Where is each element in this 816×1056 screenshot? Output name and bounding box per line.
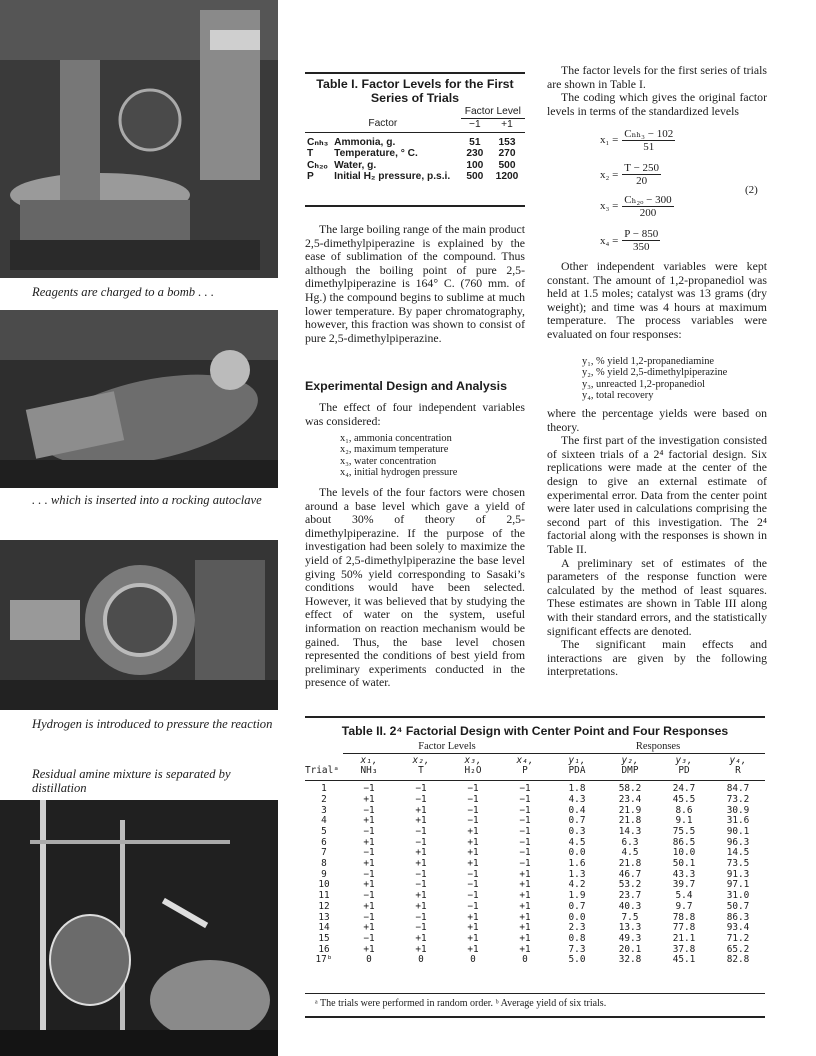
table2-cell: +1 <box>363 922 375 934</box>
table2-cell: 45.5 <box>672 793 696 805</box>
table2-cell: 7.3 <box>568 943 586 955</box>
table2-cell: +1 <box>363 815 375 827</box>
table2-col-name: NH₃ <box>343 766 395 780</box>
equation-fraction <box>622 228 660 253</box>
table2-cell: −1 <box>415 879 427 891</box>
equation-lhs: x₄ = <box>600 234 619 247</box>
table2-col-name: R <box>711 766 765 780</box>
table2-col-name: T <box>395 766 447 780</box>
table2-bottom-rule <box>305 1016 765 1018</box>
table1-cell-high: 500 <box>498 159 516 171</box>
table2-cell: 10.0 <box>672 847 696 859</box>
table2-cell: −1 <box>519 847 531 859</box>
table2-col-name: H₂O <box>447 766 499 780</box>
photo-reagents-bomb <box>0 0 278 278</box>
table2-cell: 8.6 <box>675 804 693 816</box>
response-item: y₁, % yield 1,2-propanediamine <box>582 356 715 367</box>
table2-cell: −1 <box>519 815 531 827</box>
table2-cell: 24.7 <box>672 783 696 795</box>
table2-cell: 4.3 <box>568 793 586 805</box>
table1-cell-symbol: Cₙₕ₃ <box>307 136 329 148</box>
table2-cell: 45.1 <box>672 954 696 966</box>
table1-level-high: +1 <box>489 118 525 132</box>
table2-cell: −1 <box>467 890 479 902</box>
table2-cell: 58.2 <box>618 783 642 795</box>
variable-item: x₁, ammonia concentration <box>340 433 452 444</box>
table2-cell: 21.8 <box>618 815 642 827</box>
table2-cell: +1 <box>363 793 375 805</box>
table2-cell: 96.3 <box>726 836 750 848</box>
trial-number: 12 <box>318 900 330 912</box>
table2-cell: +1 <box>415 900 427 912</box>
right-para-3: Other independent variables were kept constant. The amount of 1,2-propanediol was held at 1.5 moles; catalyst was 13 grams (dry weight); and time was 4 hours at maximum temperature. The process variables were evaluated on four responses: <box>547 259 767 341</box>
trial-number: 8 <box>321 858 327 870</box>
variable-item: x₂, maximum temperature <box>340 444 449 456</box>
table2-cell: 73.5 <box>726 858 750 870</box>
table2-cell: +1 <box>415 815 427 827</box>
table2-cell: −1 <box>519 783 531 795</box>
coding-equation <box>600 193 674 219</box>
table1-group-header: Factor Level <box>461 106 525 118</box>
table2-cell: +1 <box>519 943 531 955</box>
trial-number: 11 <box>318 890 330 902</box>
table1-cell-high: 1200 <box>495 171 519 182</box>
table2-cell: 21.8 <box>618 858 642 870</box>
table2-col-var: y₃, <box>675 754 693 766</box>
table2-title: Table II. 2⁴ Factorial Design with Center Point and Four Responses <box>341 724 729 738</box>
right-para-1: The factor levels for the first series of trials are shown in Table I. The coding which gives the original factor levels in terms of the standardized levels <box>547 63 767 118</box>
table2-cell: 23.7 <box>618 890 642 902</box>
table2-cell: 0.4 <box>568 804 586 816</box>
table1-cell-name: Initial H₂ pressure, p.s.i. <box>334 171 451 182</box>
table1-cell-low: 51 <box>469 136 481 148</box>
photo-hydrogen-pressure <box>0 540 278 710</box>
table2-cell: +1 <box>415 932 427 944</box>
table2-cell: 5.0 <box>568 954 586 966</box>
table2-cell: 0 <box>522 954 528 966</box>
table2-cell: 9.7 <box>675 900 693 912</box>
table2 <box>305 742 765 966</box>
table2-cell: −1 <box>519 804 531 816</box>
table2-cell: −1 <box>415 793 427 805</box>
table2-cell: +1 <box>415 890 427 902</box>
table2-cell: −1 <box>415 911 427 923</box>
table2-cell: 78.8 <box>672 911 696 923</box>
table1-cell-name: Water, g. <box>334 159 377 171</box>
trial-number: 9 <box>321 868 327 880</box>
table2-cell: 13.3 <box>618 922 642 934</box>
table2-cell: 43.3 <box>672 868 696 880</box>
middle-para-1: The large boiling range of the main product 2,5-dimethylpiperazine is explained by the ease of sublimation of the compound. Thus although the boiling point of pure 2,5-dimethylpiperazine is 164° C. (760 mm. of Hg.) the compound begins to sublime at much lower temperature. By paper chromatography, however, this fraction was shown to consist of pure 2,5-dimethylpiperazine. <box>305 222 525 345</box>
table2-cell: 21.9 <box>618 804 642 816</box>
response-item: y₂, % yield 2,5-dimethylpiperazine <box>582 367 728 379</box>
table2-cell: 71.2 <box>726 932 750 944</box>
table2-cell: −1 <box>467 868 479 880</box>
table2-col-var: y₁, <box>568 754 586 766</box>
trial-number: 13 <box>318 911 330 923</box>
table2-cell: 9.1 <box>675 815 693 827</box>
table1-row <box>305 160 525 172</box>
table2-cell: 39.7 <box>672 879 696 891</box>
table1-cell-name: Ammonia, g. <box>334 136 396 148</box>
table2-cell: +1 <box>467 836 479 848</box>
table2-cell: 7.5 <box>621 911 639 923</box>
trial-number: 1 <box>321 783 327 795</box>
table1-bottom-rule <box>305 205 525 207</box>
table2-cell: +1 <box>415 858 427 870</box>
table2-cell: 46.7 <box>618 868 642 880</box>
table2-cell: 4.5 <box>568 836 586 848</box>
table2-cell: +1 <box>467 943 479 955</box>
table1-cell-low: 500 <box>466 171 484 182</box>
table2-cell: 50.1 <box>672 858 696 870</box>
table2-cell: 40.3 <box>618 900 642 912</box>
middle-para-3: The levels of the four factors were chosen around a base level which gave a yield of about 30% of theory of 2,5-dimethylpiperazine. If the purpose of the investigation had been solely to maximize the yield of 2,5-dimethylpiperazine the base level giving 50% yield corresponding to Sasaki’s conditions would have been selected. However, it was believed that by studying the effect of water on the system, useful information on reaction mechanism would be gained. Thus, the base level chosen represented the conditions of best yield from preliminary experiments conducted in the presence of water. <box>305 485 525 690</box>
factor-levels-header: Factor Levels <box>343 742 551 753</box>
table2-cell: 53.2 <box>618 879 642 891</box>
table2-cell: +1 <box>363 858 375 870</box>
table2-footnote: ᵃ The trials were performed in random order. ᵇ Average yield of six trials. <box>315 998 607 1009</box>
table1-cell-high: 153 <box>498 136 516 148</box>
response-list <box>582 356 772 402</box>
table2-cell: −1 <box>415 783 427 795</box>
variable-list <box>340 433 530 479</box>
table2-cell: 0.0 <box>568 847 586 859</box>
equation-numerator: T − 250 <box>624 162 660 174</box>
trial-number: 17ᵇ <box>315 954 333 966</box>
table1-cell-name: Temperature, ° C. <box>334 148 418 159</box>
table2-cell: 73.2 <box>726 793 750 805</box>
table2-cell: −1 <box>363 911 375 923</box>
table2-cell: +1 <box>363 836 375 848</box>
right-para-4: where the percentage yields were based on theory. The first part of the investigation consisted of sixteen trials of a 2⁴ factorial design. Six replications were made at the center of the design to give an external estimate of experimental error. Data from the center point were later used in calculations comprising the second part of this investigation. The 2⁴ factorial along with the responses is shown in Table II. A preliminary set of estimates of the parameters of the response function were calculated by the method of least squares. These estimates are shown in Table III along with their standard errors, and the statistically significant effects are denoted. The significant main effects and interactions are given by the following interpretations. <box>547 406 767 679</box>
table2-cell: −1 <box>467 793 479 805</box>
table2-cell: 0.0 <box>568 911 586 923</box>
table2-cell: 37.8 <box>672 943 696 955</box>
table1-title: Table I. Factor Levels for the First Series of Trials <box>316 77 514 105</box>
table2-cell: 23.4 <box>618 793 642 805</box>
table1-row <box>305 171 525 183</box>
table1-cell-symbol: P <box>307 171 314 182</box>
table2-col-var: x₄, <box>516 754 534 766</box>
equation-denominator: 20 <box>636 175 648 187</box>
photo2-caption: . . . which is inserted into a rocking autoclave <box>32 493 262 507</box>
trial-number: 7 <box>321 847 327 859</box>
table2-cell: +1 <box>519 868 531 880</box>
table2-mid-rule <box>305 993 765 994</box>
table2-cell: +1 <box>363 879 375 891</box>
table2-cell: 21.1 <box>672 932 696 944</box>
table2-cell: −1 <box>415 922 427 934</box>
table2-col-name: DMP <box>603 766 657 780</box>
table2-cell: −1 <box>415 836 427 848</box>
photo-distillation <box>0 800 278 1056</box>
table2-cell: 31.6 <box>726 815 750 827</box>
table2-col-var: y₄, <box>729 754 747 766</box>
equation-fraction <box>622 127 675 153</box>
table2-cell: 90.1 <box>726 825 750 837</box>
table2-cell: +1 <box>363 943 375 955</box>
table2-cell: 6.3 <box>621 836 639 848</box>
table2-cell: 14.3 <box>618 825 642 837</box>
table2-col-var: x₂, <box>412 754 430 766</box>
table2-cell: −1 <box>467 815 479 827</box>
table-row <box>305 795 765 806</box>
table2-col-name: PDA <box>551 766 603 780</box>
photo1-caption: Reagents are charged to a bomb . . . <box>32 285 214 299</box>
equation-numerator: Cₕ₂ₒ − 300 <box>624 194 672 206</box>
equation-denominator: 350 <box>633 241 650 253</box>
table2-cell: 0 <box>470 954 476 966</box>
table2-cell: −1 <box>415 868 427 880</box>
table2-cell: 32.8 <box>618 954 642 966</box>
table2-cell: 1.9 <box>568 890 586 902</box>
table2-cell: +1 <box>519 922 531 934</box>
table2-trial-header: Trialᵃ <box>305 766 343 780</box>
table2-cell: 31.0 <box>726 890 750 902</box>
table-row <box>305 781 765 795</box>
table1-cell-low: 230 <box>466 148 484 159</box>
table1-cell-symbol: Cₕ₂ₒ <box>307 159 328 171</box>
table2-cell: −1 <box>519 836 531 848</box>
variable-item: x₄, initial hydrogen pressure <box>340 467 458 479</box>
table2-cell: 0.3 <box>568 825 586 837</box>
table2-cell: +1 <box>363 900 375 912</box>
table2-cell: +1 <box>467 911 479 923</box>
table2-col-var: y₂, <box>621 754 639 766</box>
table2-cell: −1 <box>363 783 375 795</box>
table2-cell: −1 <box>467 804 479 816</box>
trial-number: 2 <box>321 793 327 805</box>
equation-numerator: P − 850 <box>624 228 659 240</box>
table2-cell: +1 <box>519 911 531 923</box>
variable-item: x₃, water concentration <box>340 455 437 467</box>
trial-number: 4 <box>321 815 327 827</box>
equation-fraction <box>622 162 661 187</box>
table2-cell: +1 <box>467 932 479 944</box>
trial-number: 10 <box>318 879 330 891</box>
coding-equation <box>600 162 661 187</box>
table2-cell: −1 <box>363 847 375 859</box>
table2-cell: +1 <box>467 847 479 859</box>
table2-cell: −1 <box>363 804 375 816</box>
coding-equation <box>600 127 675 153</box>
trial-number: 15 <box>318 932 330 944</box>
table2-cell: 5.4 <box>675 890 693 902</box>
coding-equation <box>600 228 660 253</box>
table1-top-rule <box>305 72 525 74</box>
equation-lhs: x₃ = <box>600 200 619 212</box>
table2-cell: 86.5 <box>672 836 696 848</box>
table2-cell: −1 <box>363 890 375 902</box>
table2-cell: −1 <box>363 825 375 837</box>
trial-number: 5 <box>321 825 327 837</box>
table2-cell: 14.5 <box>726 847 750 859</box>
section-heading: Experimental Design and Analysis <box>305 379 507 393</box>
table2-cell: +1 <box>467 858 479 870</box>
middle-para-2: The effect of four independent variables was considered: <box>305 400 525 428</box>
table1-level-low: −1 <box>461 118 489 132</box>
table-row <box>305 945 765 956</box>
table2-cell: −1 <box>467 900 479 912</box>
equation-denominator: 51 <box>643 141 655 153</box>
table2-cell: −1 <box>467 879 479 891</box>
table1-cell-high: 270 <box>498 148 516 159</box>
table2-cell: 0.7 <box>568 900 586 912</box>
table2-cell: +1 <box>519 890 531 902</box>
response-item: y₃, unreacted 1,2-propanediol <box>582 378 706 390</box>
table2-cell: 77.8 <box>672 922 696 934</box>
table2-cell: +1 <box>467 825 479 837</box>
table-row <box>305 902 765 913</box>
table2-cell: 82.8 <box>726 954 750 966</box>
table2-cell: 65.2 <box>726 943 750 955</box>
table2-top-rule <box>305 716 765 718</box>
table2-cell: 75.5 <box>672 825 696 837</box>
table2-cell: 4.5 <box>621 847 639 859</box>
table2-cell: 50.7 <box>726 900 750 912</box>
table2-cell: −1 <box>519 793 531 805</box>
table2-cell: 49.3 <box>618 932 642 944</box>
table1-row <box>305 148 525 160</box>
table-row <box>305 955 765 966</box>
response-item: y₄, total recovery <box>582 390 654 402</box>
table2-cell: −1 <box>363 932 375 944</box>
table2-cell: +1 <box>519 932 531 944</box>
table2-cell: +1 <box>415 847 427 859</box>
table2-cell: −1 <box>415 825 427 837</box>
table2-col-var: x₃, <box>464 754 482 766</box>
table2-cell: 20.1 <box>618 943 642 955</box>
table2-cell: 91.3 <box>726 868 750 880</box>
trial-number: 3 <box>321 804 327 816</box>
photo-rocking-autoclave <box>0 310 278 488</box>
photo4-caption: Residual amine mixture is separated by distillation <box>32 767 231 795</box>
table1 <box>305 106 525 183</box>
table2-cell: +1 <box>519 900 531 912</box>
equation-lhs: x₂ = <box>600 168 619 181</box>
trial-number: 16 <box>318 943 330 955</box>
trial-number: 14 <box>318 922 330 934</box>
equation-denominator: 200 <box>639 207 657 219</box>
equation-lhs: x₁ = <box>600 134 619 146</box>
table1-factor-header: Factor <box>305 118 461 132</box>
table1-row <box>305 132 525 148</box>
table2-cell: 93.4 <box>726 922 750 934</box>
table2-cell: 86.3 <box>726 911 750 923</box>
table2-cell: 0.8 <box>568 932 586 944</box>
table2-cell: 0.7 <box>568 815 586 827</box>
table2-cell: 2.3 <box>568 922 586 934</box>
table2-cell: 1.3 <box>568 868 586 880</box>
table2-cell: −1 <box>363 868 375 880</box>
table2-cell: 97.1 <box>726 879 750 891</box>
trial-number: 6 <box>321 836 327 848</box>
table2-cell: +1 <box>467 922 479 934</box>
table2-cell: 1.6 <box>568 858 586 870</box>
equation-numerator: Cₙₕ₃ − 102 <box>624 128 674 140</box>
table1-cell-low: 100 <box>466 159 484 171</box>
table2-col-var: x₁, <box>360 754 378 766</box>
table2-cell: 0 <box>418 954 424 966</box>
table2-cell: 4.2 <box>568 879 586 891</box>
table2-cell: −1 <box>519 858 531 870</box>
table2-cell: 0 <box>366 954 372 966</box>
table2-cell: −1 <box>519 825 531 837</box>
table2-cell: −1 <box>467 783 479 795</box>
table2-cell: +1 <box>519 879 531 891</box>
table2-cell: 1.8 <box>568 783 586 795</box>
table2-cell: +1 <box>415 804 427 816</box>
equation-number: (2) <box>745 184 758 196</box>
equation-fraction <box>622 193 673 219</box>
table2-cell: +1 <box>415 943 427 955</box>
table1-cell-symbol: T <box>307 148 314 159</box>
responses-header: Responses <box>551 742 765 753</box>
table2-col-name: P <box>499 766 551 780</box>
photo3-caption: Hydrogen is introduced to pressure the reaction <box>32 717 273 731</box>
table2-cell: 30.9 <box>726 804 750 816</box>
table2-cell: 84.7 <box>726 783 750 795</box>
table2-col-name: PD <box>657 766 711 780</box>
